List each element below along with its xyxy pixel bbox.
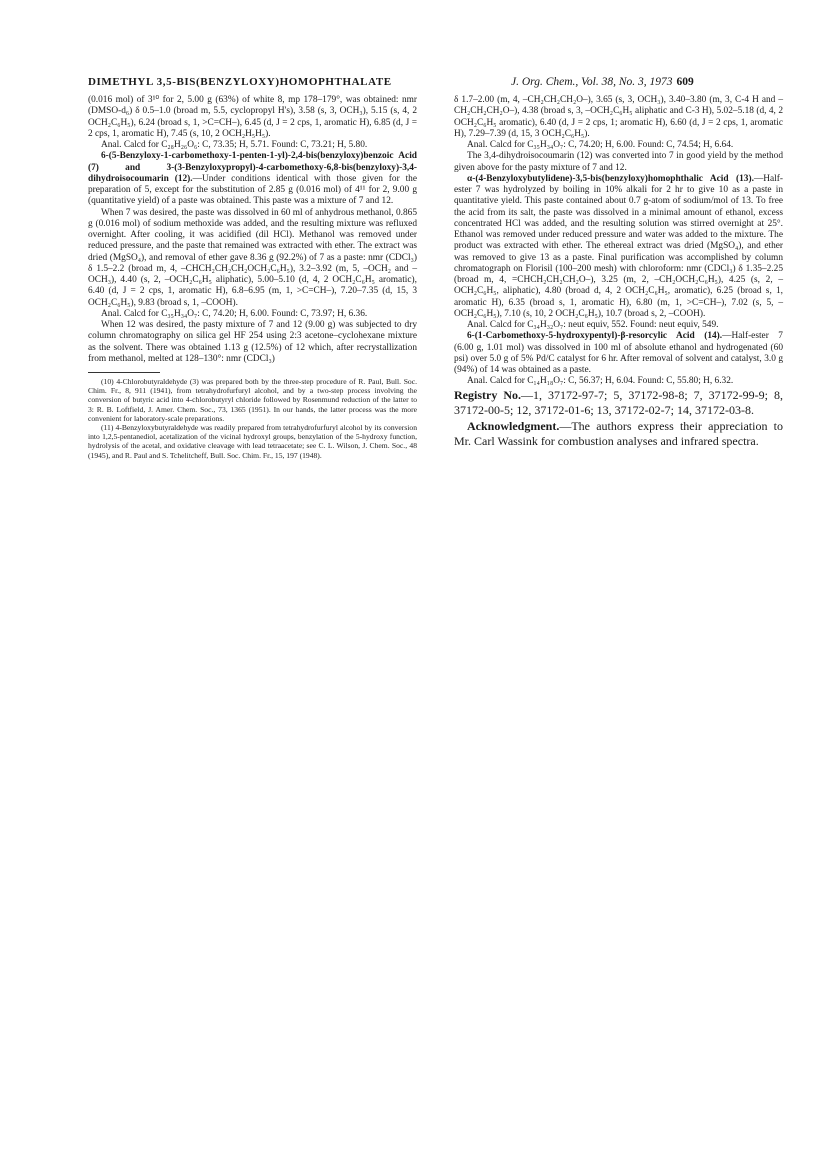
compound-heading: α-(4-Benzyloxybutylidene)-3,5-bis(benzyloxy)homophthalic Acid (13). [467, 173, 754, 184]
paragraph: Anal. Calcd for C₃₅H₃₄O₇: C, 74.20; H, 6.00. Found: C, 74.54; H, 6.64. [467, 140, 734, 150]
registry-numbers [454, 388, 783, 419]
footnote-divider [88, 372, 160, 373]
paragraph-body: —Half-ester 7 was hydrolyzed by boiling in 10% alkali for 2 hr to give 10 as a paste in quantitative yield. This paste contained about 0.7 g-atom of sodium/mol of 13. To free the acid from its salt, the paste was dissolved in a minimal amount of ethanol, excess concentrated HCl was added, and the resulting solution was stirred overnight at 25°. Ethanol was removed under reduced pressure and water was added to the mixture. The product was extracted with ether. The ethereal extract was dried (MgSO₄), and ether was removed to give 13 as a paste. Final purification was accomplished by column chromatograph on Florisil (100–200 mesh) with chloroform: nmr (CDCl₃) δ 1.35–2.25 (broad m, 4, =CHCH₂CH₂CH₂O–), 3.25 (m, 2, –CH₂OCH₂C₆H₅), 4.25 (s, 2, –OCH₂C₆H₅, aliphatic), 4.80 (broad d, 4, 2 OCH₂C₆H₅, aromatic), 6.25 (broad s, 1, aromatic H), 6.35 (broad s, 1, aromatic H), 6.80 (m, 1, >C=CH–), 7.02 (s, 5, –OCH₂C₆H₅), 7.10 (s, 10, 2 OCH₂C₆H₅), 10.7 (broad s, 2, –COOH). [454, 173, 783, 319]
paragraph [454, 331, 783, 376]
registry-list: —1, 37172-97-7; 5, 37172-98-8; 7, 37172-99-9; 8, 37172-00-5; 12, 37172-01-6; 13, 37172-02-7; 14, 37172-03-8. [454, 387, 784, 417]
paragraph: When 7 was desired, the paste was dissolved in 60 ml of anhydrous methanol, 0.865 g (0.016 mol) of sodium methoxide was added, and the resulting mixture was refluxed overnight. After cooling, it was acidified (dil HCl). Methanol was removed under reduced pressure, and the paste that remained was extracted with ether. The extract was dried (MgSO₄), and removal of ether gave 8.36 g (92.2%) of 7 as a paste: nmr (CDCl₃) δ 1.5–2.2 (broad m, 4, –CHCH₂CH₂CH₂OCH₂C₆H₅), 3.2–3.92 (m, 5, –OCH₂ and –OCH₃), 4.40 (s, 2, –OCH₂C₆H₅ aliphatic), 5.00–5.10 (d, 4, 2 OCH₂C₆H₅ aromatic), 6.40 (d, J = 2 cps, 1, aromatic H), 6.8–6.95 (m, 1, >C=CH–), 7.20–7.35 (d, 15, 3 OCH₂C₆H₅), 9.83 (broad s, 1, –COOH). [88, 207, 417, 308]
compound-heading: 6-(1-Carbomethoxy-5-hydroxypentyl)-β-resorcylic Acid (14). [467, 331, 723, 342]
compound-heading: 6-(5-Benzyloxy-1-carbomethoxy-1-penten-1-yl)-2,4-bis(benzyloxy)benzoic Acid (7) and 3-(3-Benzyloxypropyl)-4-carbomethoxy-6,8-bis(benzyloxy)-3,4-dihydroisocoumarin (12). [88, 151, 417, 184]
paragraph: Anal. Calcd for C₃₄H₃₂O₇: neut equiv, 552. Found: neut equiv, 549. [467, 320, 719, 330]
footnote: (10) 4-Chlorobutyraldehyde (3) was prepared both by the three-step procedure of R. Paul, Bull. Soc. Chim. Fr., 8, 911 (1941), from tetrahydrofurfuryl alcohol, and by a two-step process involving the conversion of butyric acid into 4-chlorobutyryl chloride followed by Rosenmund reduction of the latter to 3: R. B. Loftfield, J. Amer. Chem. Soc., 73, 1365 (1951). In our hands, the latter process was the more convenient for laboratory-scale preparations. [88, 377, 417, 423]
left-column [88, 95, 417, 460]
paragraph: The 3,4-dihydroisocoumarin (12) was converted into 7 in good yield by the method given above for the pasty mixture of 7 and 12. [454, 151, 783, 173]
paragraph: Anal. Calcd for C₁₄H₁₈O₇: C, 56.37; H, 6.04. Found: C, 55.80; H, 6.32. [467, 376, 734, 387]
registry-label: Registry No. [454, 387, 521, 402]
paragraph [454, 174, 783, 320]
paragraph [88, 151, 417, 207]
paragraph: When 12 was desired, the pasty mixture of 7 and 12 (9.00 g) was subjected to dry column chromatography on silica gel HF 254 using 2:3 acetone–cyclohexane mixture as the solvent. There was obtained 1.13 g (12.5%) of 12 which, after recrystallization from methanol, melted at 128–130°: nmr (CDCl₃) [88, 320, 417, 364]
running-title: DIMETHYL 3,5-BIS(BENZYLOXY)HOMOPHTHALATE [88, 76, 392, 88]
paragraph: Anal. Calcd for C₃₅H₃₄O₇: C, 74.20; H, 6.00. Found: C, 73.97; H, 6.36. [101, 308, 368, 319]
paragraph-body: —Under conditions identical with those given for the preparation of 5, except for the substitution of 2.85 g (0.016 mol) of 4¹¹ for 2, 9.00 g (quantitative yield) of a paste was obtained. This paste was a mixture of 7 and 12. [88, 173, 417, 207]
acknowledgment-text: —The authors express their appreciation to Mr. Carl Wassink for combustion analyses and infrared spectra. [454, 418, 783, 448]
page-number: 609 [676, 76, 694, 88]
acknowledgment-label: Acknowledgment. [467, 418, 560, 433]
right-column [454, 95, 783, 450]
acknowledgment [454, 419, 783, 450]
journal-citation [511, 76, 694, 88]
footnote: (11) 4-Benzyloxybutyraldehyde was readily prepared from tetrahydrofurfuryl alcohol by its conversion into 1,2,5-pentanediol, acetalization of the vicinal hydroxyl groups, benzylation of the 5-hydroxy function, hydrolysis of the acetal, and oxidative cleavage with lead tetraacetate; see C. L. Wilson, J. Chem. Soc., 48 (1945), and R. Paul and S. Tchelitcheff, Bull. Soc. Chim. Fr., 15, 197 (1948). [88, 423, 417, 460]
paragraph: Anal. Calcd for C₂₈H₂₆O₆: C, 73.35; H, 5.71. Found: C, 73.21; H, 5.80. [101, 140, 368, 150]
paragraph-body: —Half-ester 7 (6.00 g, 1.01 mol) was dissolved in 100 ml of absolute ethanol and hydrogenated (60 psi) over 5.0 g of 5% Pd/C catalyst for 6 hr. After removal of solvent and catalyst, 3.0 g (94%) of 14 was obtained as a paste. [454, 331, 783, 375]
journal-name: J. Org. Chem., Vol. 38, No. 3, 1973 [511, 76, 673, 88]
paragraph: (0.016 mol) of 3¹⁰ for 2, 5.00 g (63%) of white 8, mp 178–179°, was obtained: nmr (DMSO-d₆) δ 0.5–1.0 (broad m, 5.5, cyclopropyl H's), 3.58 (s, 3, OCH₃), 5.15 (s, 4, 2 OCH₂C₆H₅), 6.24 (broad s, 1, >C=CH–), 6.45 (d, J = 2 cps, 1, aromatic H), 6.85 (d, J = 2 cps, 1, aromatic H), 7.45 (s, 10, 2 OCH₂H₅H₅). [88, 95, 417, 139]
paragraph: δ 1.7–2.00 (m, 4, –CH₂CH₂CH₂O–), 3.65 (s, 3, OCH₃), 3.40–3.80 (m, 3, C-4 H and –CH₂CH₂CH₂O–), 4.38 (broad s, 3, –OCH₂C₆H₅ aliphatic and C-3 H), 5.02–5.18 (d, 4, 2 OCH₂C₆H₅ aromatic), 6.40 (d, J = 2 cps, 1; aromatic H), 6.60 (d, J = 2 cps, 1, aromatic H), 7.29–7.39 (d, 15, 3 OCH₂C₆H₅). [454, 95, 783, 139]
